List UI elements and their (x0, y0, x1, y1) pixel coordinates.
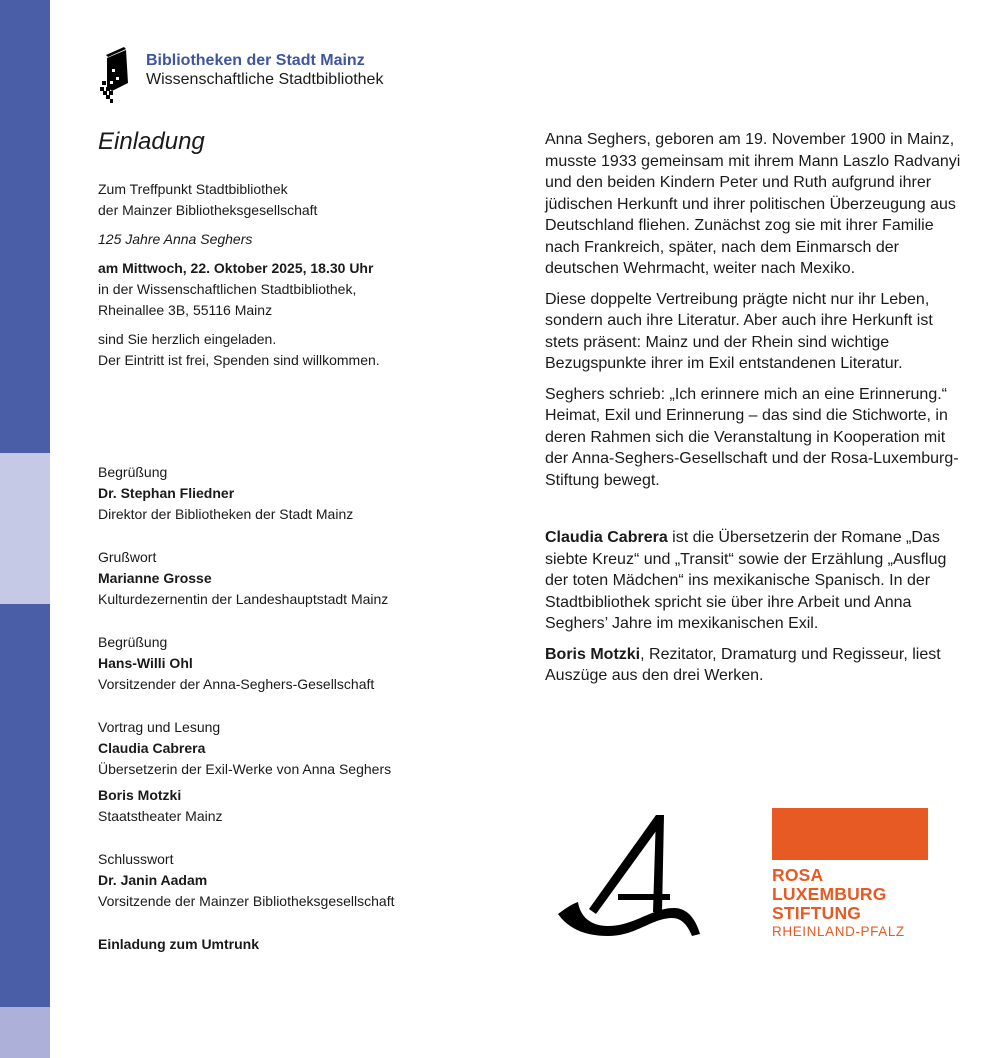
program-role: Schlusswort (98, 851, 174, 867)
program-speaker: Dr. Stephan Fliedner (98, 485, 235, 501)
venue-line: in der Wissenschaftlichen Stadtbibliothek, (98, 281, 357, 297)
description-column (545, 129, 965, 696)
program-role: Begrüßung (98, 634, 168, 650)
event-title: 125 Jahre Anna Seghers (98, 231, 253, 247)
program-speaker: Hans-Willi Ohl (98, 655, 193, 671)
intro-line: der Mainzer Bibliotheksgesellschaft (98, 202, 318, 218)
program-speaker-title: Staatstheater Mainz (98, 808, 223, 824)
rls-logo-text: STIFTUNG (772, 903, 862, 923)
event-date: am Mittwoch, 22. Oktober 2025, 18.30 Uhr (98, 260, 374, 276)
program-item (98, 462, 518, 525)
organization-subname: Wissenschaftliche Stadtbibliothek (146, 71, 384, 88)
program-speaker: Marianne Grosse (98, 570, 212, 586)
venue-address: Rheinallee 3B, 55116 Mainz (98, 302, 273, 318)
invitation-intro (98, 179, 518, 379)
organization-name: Bibliotheken der Stadt Mainz (146, 52, 365, 69)
program-speaker: Boris Motzki (98, 787, 182, 803)
anna-seghers-society-logo (556, 812, 706, 942)
program-role: Begrüßung (98, 464, 168, 480)
book-icon (100, 47, 130, 103)
speaker-bio-text: ist die Übersetzerin der Romane „Das siebte Kreuz“ und „Transit“ sowie der Erzählung „Ausflug der toten Mädchen“ ins mexikanische Spanisch. In der Stadtbibliothek spricht sie über ihre Arbeit und Anna Seghers’ Jahre im mexikanischen Exil. (545, 529, 947, 632)
closing-reception: Einladung zum Umtrunk (98, 936, 259, 952)
program-item (98, 632, 518, 695)
speaker-bio (545, 644, 965, 687)
rls-logo-text: LUXEMBURG (772, 884, 887, 904)
speaker-name: Boris Motzki (545, 645, 641, 663)
program-speaker-title: Vorsitzende der Mainzer Bibliotheksgesellschaft (98, 893, 395, 909)
admission-note: Der Eintritt ist frei, Spenden sind willkommen. (98, 352, 380, 368)
program-speaker-title: Vorsitzender der Anna-Seghers-Gesellschaft (98, 676, 375, 692)
program-list (98, 462, 518, 955)
organization-header (146, 51, 383, 89)
program-speaker: Dr. Janin Aadam (98, 872, 208, 888)
program-role: Vortrag und Lesung (98, 719, 221, 735)
program-item (98, 849, 518, 912)
body-paragraph: Diese doppelte Vertreibung prägte nicht nur ihr Leben, sondern auch ihre Literatur. Aber auch ihre Herkunft ist stets präsent: Mainz und der Rhein sind wichtige Bezugspunkte ihrer im Exil entstandenen Literatur. (545, 290, 933, 372)
body-paragraph: Anna Seghers, geboren am 19. November 1900 in Mainz, musste 1933 gemeinsam mit ihrem Mann Laszlo Radvanyi und den beiden Kindern Peter und Ruth aufgrund ihrer jüdischen Herkunft und ihrer politischen Überzeugung aus Deutschland fliehen. Zunächst zog sie mit ihrer Familie nach Frankreich, später, nach dem Einmarsch der deutschen Wehrmacht, weiter nach Mexiko. (545, 131, 961, 277)
page-title: Einladung (98, 128, 205, 155)
program-speaker-title: Übersetzerin der Exil-Werke von Anna Seghers (98, 761, 392, 777)
sidebar-color-bar (0, 0, 50, 1058)
program-speaker-title: Direktor der Bibliotheken der Stadt Mainz (98, 506, 354, 522)
invite-line: sind Sie herzlich eingeladen. (98, 331, 277, 347)
program-speaker: Claudia Cabrera (98, 740, 206, 756)
rls-logo-text: ROSA (772, 865, 824, 885)
program-role: Grußwort (98, 549, 157, 565)
program-speaker-title: Kulturdezernentin der Landeshauptstadt Mainz (98, 591, 389, 607)
speaker-bio (545, 527, 965, 635)
speaker-name: Claudia Cabrera (545, 529, 668, 546)
program-item (98, 547, 518, 610)
rosa-luxemburg-stiftung-logo (772, 808, 932, 940)
sidebar-band-dark-top (0, 0, 50, 453)
sidebar-band-dark-bottom (0, 604, 50, 1007)
rls-logo-region: RHEINLAND-PFALZ (772, 924, 905, 939)
intro-line: Zum Treffpunkt Stadtbibliothek (98, 181, 288, 197)
body-paragraph: Seghers schrieb: „Ich erinnere mich an eine Erinnerung.“ Heimat, Exil und Erinnerung – das sind die Stichworte, in deren Rahmen sich die Veranstaltung in Kooperation mit der Anna-Seghers-Gesellschaft und der Rosa-Luxemburg-Stiftung bewegt. (545, 385, 959, 489)
sidebar-band-light-bottom (0, 1007, 50, 1058)
sidebar-band-light (0, 453, 50, 604)
rls-logo-block (772, 808, 928, 860)
speaker-bio-text: , Rezitator, Dramaturg und Regisseur, liest Auszüge aus den drei Werken. (545, 645, 941, 684)
program-item (98, 717, 518, 827)
